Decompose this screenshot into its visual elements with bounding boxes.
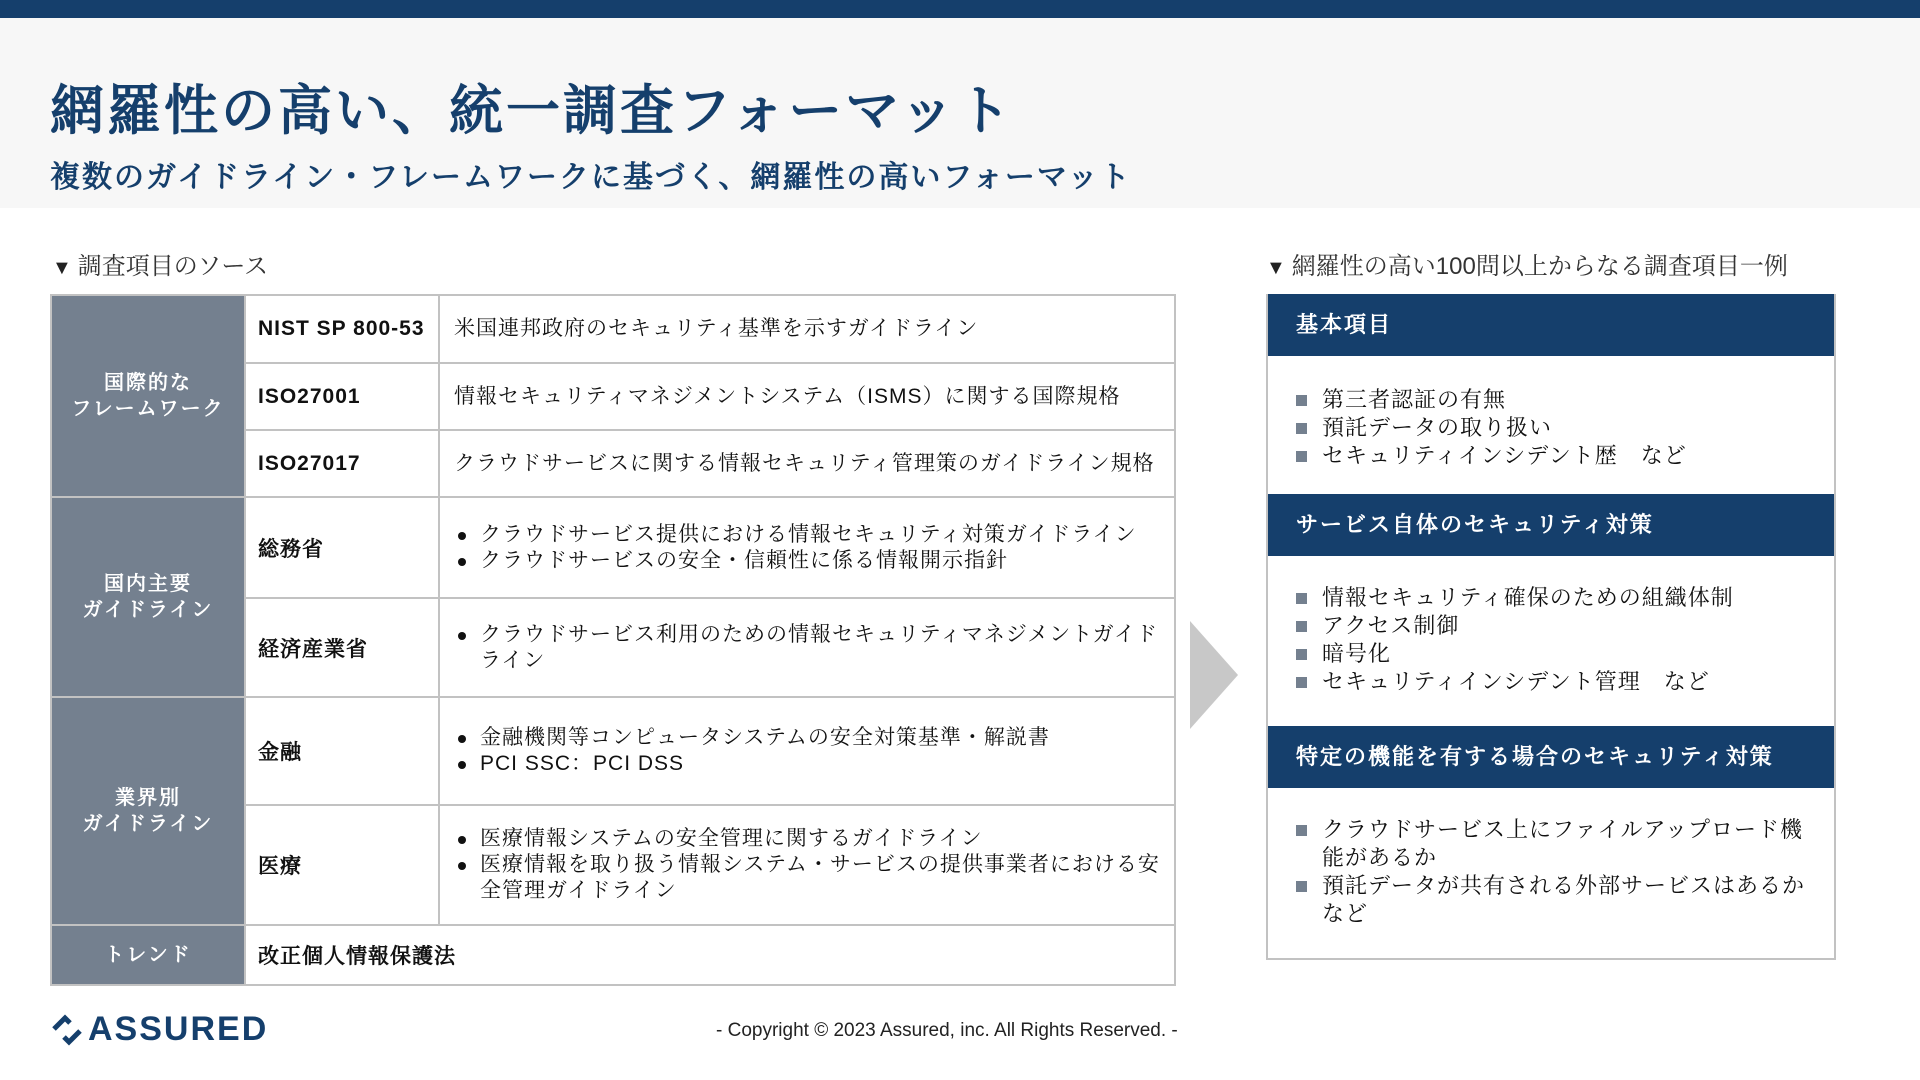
top-accent-bar (0, 0, 1920, 18)
panel-title: 特定の機能を有する場合のセキュリティ対策 (1268, 726, 1834, 788)
triangle-down-icon: ▼ (1266, 257, 1286, 279)
assured-logo (50, 1010, 268, 1049)
source-desc: 情報セキュリティマネジメントシステム（ISMS）に関する国際規格 (439, 363, 1175, 430)
list-item: 情報セキュリティ確保のための組織体制 (1296, 584, 1814, 612)
list-item: 医療情報を取り扱う情報システム・サービスの提供事業者における安全管理ガイドライン (454, 852, 1160, 904)
arrow-right-icon (1190, 621, 1238, 729)
assured-logo-icon (50, 1013, 84, 1047)
source-desc: 米国連邦政府のセキュリティ基準を示すガイドライン (439, 295, 1175, 363)
panel-title: 基本項目 (1268, 294, 1834, 356)
category-cell-industry: 業界別 ガイドライン (51, 697, 245, 925)
source-desc (439, 598, 1175, 697)
panel-title: サービス自体のセキュリティ対策 (1268, 494, 1834, 556)
panel-basic-items (1266, 294, 1836, 496)
list-item: 預託データの取り扱い (1296, 414, 1814, 442)
list-item: 金融機関等コンピュータシステムの安全対策基準・解説書 (454, 725, 1160, 751)
panel-service-security (1266, 494, 1836, 728)
list-item: PCI SSC：PCI DSS (454, 751, 1160, 777)
source-desc: クラウドサービスに関する情報セキュリティ管理策のガイドライン規格 (439, 430, 1175, 497)
panel-feature-security (1266, 726, 1836, 960)
source-table (50, 294, 1176, 986)
table-row (51, 925, 1175, 985)
source-name: ISO27017 (245, 430, 439, 497)
copyright-text: - Copyright © 2023 Assured, inc. All Rights Reserved. - (716, 1020, 1178, 1041)
source-desc (439, 497, 1175, 598)
list-item: 医療情報システムの安全管理に関するガイドライン (454, 826, 1160, 852)
list-item: 預託データが共有される外部サービスはあるか など (1296, 872, 1814, 928)
table-row (51, 497, 1175, 598)
source-name: 経済産業省 (245, 598, 439, 697)
source-name: NIST SP 800-53 (245, 295, 439, 363)
list-item: クラウドサービス利用のための情報セキュリティマネジメントガイドライン (454, 622, 1160, 674)
list-item: 第三者認証の有無 (1296, 386, 1814, 414)
list-item: アクセス制御 (1296, 612, 1814, 640)
list-item: セキュリティインシデント管理 など (1296, 668, 1814, 696)
source-desc (439, 697, 1175, 805)
source-name: 総務省 (245, 497, 439, 598)
list-item: 暗号化 (1296, 640, 1814, 668)
list-item: セキュリティインシデント歴 など (1296, 442, 1814, 470)
triangle-down-icon: ▼ (52, 257, 72, 279)
examples-section-label: ▼ 網羅性の高い100問以上からなる調査項目一例 (1266, 253, 1788, 280)
source-name: ISO27001 (245, 363, 439, 430)
trend-value: 改正個人情報保護法 (245, 925, 1175, 985)
table-row (51, 295, 1175, 363)
category-cell-trend: トレンド (51, 925, 245, 985)
category-cell-domestic: 国内主要 ガイドライン (51, 497, 245, 697)
source-name: 医療 (245, 805, 439, 925)
source-name: 金融 (245, 697, 439, 805)
source-section-label: ▼ 調査項目のソース (52, 253, 269, 280)
source-desc (439, 805, 1175, 925)
list-item: クラウドサービス上にファイルアップロード機能があるか (1296, 816, 1814, 872)
header-band (0, 18, 1920, 208)
page-title: 網羅性の高い、統一調査フォーマット (50, 81, 1015, 141)
list-item: クラウドサービスの安全・信頼性に係る情報開示指針 (454, 548, 1160, 574)
category-cell-international: 国際的な フレームワーク (51, 295, 245, 497)
page-subtitle: 複数のガイドライン・フレームワークに基づく、網羅性の高いフォーマット (50, 161, 1132, 194)
logo-text: ASSURED (88, 1010, 269, 1048)
list-item: クラウドサービス提供における情報セキュリティ対策ガイドライン (454, 522, 1160, 548)
table-row (51, 697, 1175, 805)
